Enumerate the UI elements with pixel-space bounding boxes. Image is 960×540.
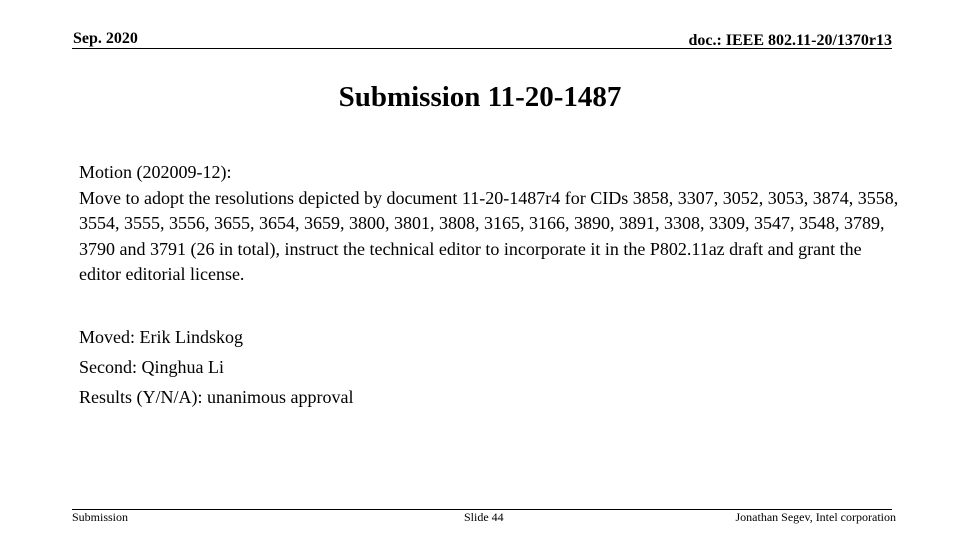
motion-heading bbox=[79, 160, 899, 186]
vote-block bbox=[79, 322, 899, 412]
header-divider bbox=[72, 48, 892, 49]
footer-author: Jonathan Segev, Intel corporation bbox=[735, 510, 896, 524]
slide-title: Submission 11-20-1487 bbox=[338, 81, 622, 113]
header-doc-id: doc.: IEEE 802.11-20/1370r13 bbox=[688, 32, 892, 49]
moved-by: Moved: Erik Lindskog bbox=[79, 327, 243, 347]
motion-number: (202009-12): bbox=[132, 162, 232, 182]
motion-text: Move to adopt the resolutions depicted by document 11-20-1487r4 for CIDs 3858, 3307, 3052, 3053, 3874, 3558, 3554, 3555, 3556, 3655, 3654, 3659, 3800, 3801, 3808, 3165, 3166, 3890, 3891, 3308, 3309, 3547, 3548, 3789, 3790 and 3791 (26 in total), instruct the technical editor to incorporate it in the P802.11az draft and grant the editor editorial license. bbox=[79, 187, 899, 284]
vote-results: Results (Y/N/A): unanimous approval bbox=[79, 387, 354, 407]
motion-block bbox=[79, 160, 899, 288]
footer-slide-number: Slide 44 bbox=[464, 510, 504, 524]
seconded-by: Second: Qinghua Li bbox=[79, 357, 224, 377]
footer-left: Submission bbox=[72, 510, 129, 524]
motion-label: Motion bbox=[79, 162, 133, 182]
header-date: Sep. 2020 bbox=[73, 30, 138, 47]
